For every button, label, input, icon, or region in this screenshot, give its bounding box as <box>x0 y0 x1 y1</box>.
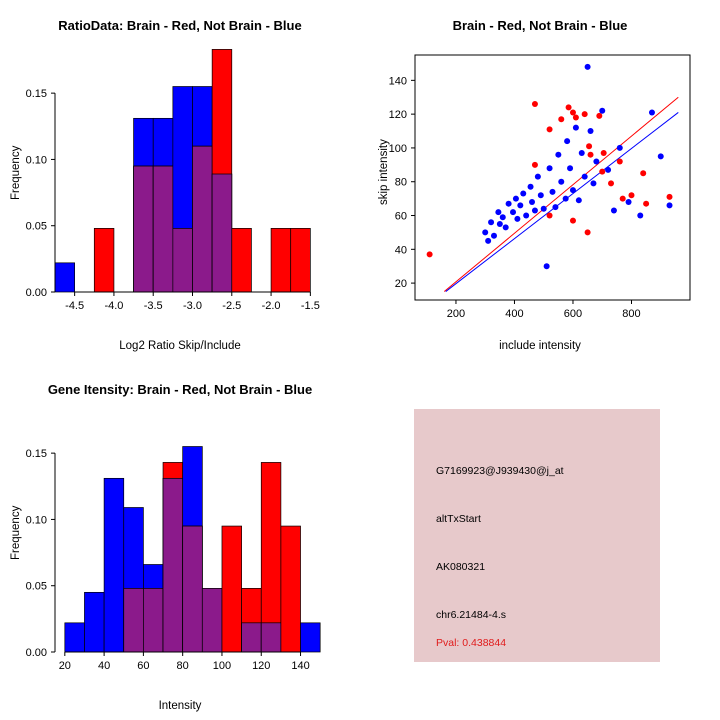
plot-frame <box>415 55 690 300</box>
scatter-point <box>640 170 646 176</box>
scatter-point <box>547 213 553 219</box>
scatter-point <box>520 191 526 197</box>
y-axis-label: skip intensity <box>378 139 390 205</box>
scatter-point <box>528 184 534 190</box>
scatter-point <box>532 101 538 107</box>
y-tick-label: 140 <box>388 75 407 88</box>
hist-bar-red <box>271 228 291 292</box>
scatter-point <box>620 196 626 202</box>
y-tick-label: 0.10 <box>25 154 47 167</box>
scatter-point <box>566 104 572 110</box>
y-tick-label: 0.15 <box>25 448 47 461</box>
hist-bar-overlap <box>212 174 232 292</box>
y-tick-label: 100 <box>388 142 407 155</box>
scatter-point <box>667 194 673 200</box>
info-pval: Pval: 0.438844 <box>436 637 507 649</box>
scatter-point <box>593 158 599 164</box>
scatter-point <box>617 158 623 164</box>
scatter-point <box>547 165 553 171</box>
scatter-point <box>535 174 541 180</box>
scatter-point <box>495 209 501 215</box>
scatter-point <box>570 109 576 115</box>
scatter-point <box>552 204 558 210</box>
x-tick-label: 100 <box>212 660 232 672</box>
panel-hist-intensity <box>0 360 360 720</box>
scatter-point <box>513 196 519 202</box>
scatter-point <box>576 197 582 203</box>
x-tick-label: 40 <box>97 660 111 672</box>
scatter-point <box>582 111 588 117</box>
scatter-point <box>585 64 591 70</box>
hist-bar-overlap <box>163 478 183 652</box>
scatter-point <box>601 150 607 156</box>
scatter-point <box>564 138 570 144</box>
y-axis-label: Frequency <box>10 505 22 560</box>
hist-bar-red <box>291 228 311 292</box>
y-tick-label: 0.00 <box>25 647 47 659</box>
scatter-point <box>658 153 664 159</box>
hist-intensity-plot <box>0 360 360 720</box>
x-tick-label: 140 <box>291 660 310 672</box>
scatter-point <box>626 199 632 205</box>
scatter-point <box>427 251 433 257</box>
hist-bar-red <box>281 526 301 652</box>
y-tick-label: 40 <box>394 244 407 257</box>
scatter-point <box>488 219 494 225</box>
hist-bar-blue <box>65 623 85 652</box>
scatter-point <box>547 126 553 132</box>
hist-bar-overlap <box>124 588 144 652</box>
scatter-point <box>585 229 591 235</box>
hist-bar-overlap <box>261 623 281 652</box>
panel-hist-intensity-xlabel: Intensity <box>158 700 202 712</box>
panel-scatter-title: Brain - Red, Not Brain - Blue <box>452 18 628 33</box>
scatter-point <box>649 109 655 115</box>
scatter-point <box>582 174 588 180</box>
x-tick-label: -1.5 <box>300 300 320 312</box>
scatter-point <box>523 213 529 219</box>
y-tick-label: 20 <box>394 278 407 291</box>
x-tick-label: 80 <box>176 660 189 672</box>
scatter-point <box>643 201 649 207</box>
scatter-point <box>605 167 611 173</box>
scatter-point <box>588 128 594 134</box>
x-tick-label: -3.0 <box>183 300 202 312</box>
x-tick-label: 60 <box>137 660 150 672</box>
scatter-point <box>611 207 617 213</box>
scatter-point <box>573 115 579 121</box>
x-tick-label: -4.5 <box>65 300 85 312</box>
y-tick-label: 80 <box>394 176 407 189</box>
scatter-point <box>544 263 550 269</box>
scatter-point <box>514 216 520 222</box>
scatter-point <box>491 233 497 239</box>
info-line-1: altTxStart <box>436 513 481 525</box>
hist-bar-overlap <box>193 146 213 292</box>
scatter-point <box>500 214 506 220</box>
scatter-point <box>599 169 605 175</box>
x-tick-label: -4.0 <box>104 300 124 312</box>
x-tick-label: 800 <box>622 308 641 320</box>
scatter-point <box>550 189 556 195</box>
hist-bar-overlap <box>202 588 222 652</box>
scatter-point <box>637 213 643 219</box>
info-line-3: chr6.21484-4.s <box>436 609 507 621</box>
hist-bar-overlap <box>242 623 262 652</box>
panel-hist-ratio-xlabel: Log2 Ratio Skip/Include <box>119 340 241 352</box>
scatter-point <box>517 202 523 208</box>
hist-bar-blue <box>104 478 124 652</box>
scatter-point <box>573 125 579 131</box>
scatter-point <box>599 108 605 114</box>
hist-bar-overlap <box>143 588 163 652</box>
x-tick-label: -3.5 <box>143 300 163 312</box>
x-tick-label: 400 <box>505 308 524 320</box>
scatter-point <box>558 179 564 185</box>
scatter-point <box>510 209 516 215</box>
scatter-point <box>529 199 535 205</box>
info-line-2: AK080321 <box>436 561 486 573</box>
scatter-point <box>567 165 573 171</box>
x-tick-label: -2.0 <box>261 300 281 312</box>
scatter-point <box>596 113 602 119</box>
scatter-point <box>485 238 491 244</box>
scatter-point <box>532 162 538 168</box>
hist-bar-blue <box>301 623 321 652</box>
panel-hist-intensity-title: Gene Itensity: Brain - Red, Not Brain - Blue <box>47 382 313 397</box>
y-tick-label: 0.00 <box>25 287 47 299</box>
scatter-point <box>667 202 673 208</box>
y-tick-label: 0.15 <box>25 88 47 101</box>
y-tick-label: 0.10 <box>25 514 47 527</box>
info-line-0: G7169923@J939430@j_at <box>436 465 564 477</box>
y-tick-label: 0.05 <box>25 580 47 593</box>
scatter-point <box>541 206 547 212</box>
panel-hist-ratio <box>0 0 360 360</box>
scatter-point <box>563 196 569 202</box>
hist-bar-red <box>222 526 242 652</box>
scatter-point <box>579 150 585 156</box>
panel-scatter-xlabel: include intensity <box>499 340 581 352</box>
hist-ratio-plot <box>0 0 360 360</box>
scatter-point <box>570 218 576 224</box>
scatter-point <box>628 192 634 198</box>
scatter-point <box>617 145 623 151</box>
info-box <box>414 409 660 662</box>
x-tick-label: -2.5 <box>222 300 242 312</box>
scatter-plot <box>360 0 720 360</box>
panel-scatter <box>360 0 720 360</box>
hist-bar-overlap <box>173 228 193 292</box>
scatter-point <box>503 224 509 230</box>
y-tick-label: 120 <box>388 109 407 122</box>
x-tick-label: 20 <box>58 660 71 672</box>
panel-hist-ratio-title: RatioData: Brain - Red, Not Brain - Blue <box>58 18 302 33</box>
scatter-point <box>538 192 544 198</box>
scatter-point <box>497 221 503 227</box>
scatter-point <box>532 207 538 213</box>
scatter-point <box>506 201 512 207</box>
hist-bar-overlap <box>153 166 173 292</box>
x-tick-label: 120 <box>252 660 271 672</box>
x-tick-label: 600 <box>563 308 583 320</box>
scatter-point <box>555 152 561 158</box>
hist-bar-overlap <box>183 526 203 652</box>
hist-bar-overlap <box>134 166 154 292</box>
y-axis-label: Frequency <box>10 145 22 200</box>
scatter-point <box>482 229 488 235</box>
regression-line <box>444 97 678 291</box>
regression-line <box>446 112 679 291</box>
scatter-point <box>558 116 564 122</box>
scatter-point <box>570 187 576 193</box>
scatter-point <box>590 180 596 186</box>
scatter-point <box>588 152 594 158</box>
scatter-point <box>586 143 592 149</box>
hist-bar-red <box>232 228 252 292</box>
y-tick-label: 60 <box>394 210 407 223</box>
hist-bar-blue <box>84 592 104 652</box>
hist-bar-blue <box>55 263 75 292</box>
y-tick-label: 0.05 <box>25 220 47 233</box>
hist-bar-red <box>94 228 114 292</box>
x-tick-label: 200 <box>446 308 466 320</box>
scatter-point <box>608 180 614 186</box>
